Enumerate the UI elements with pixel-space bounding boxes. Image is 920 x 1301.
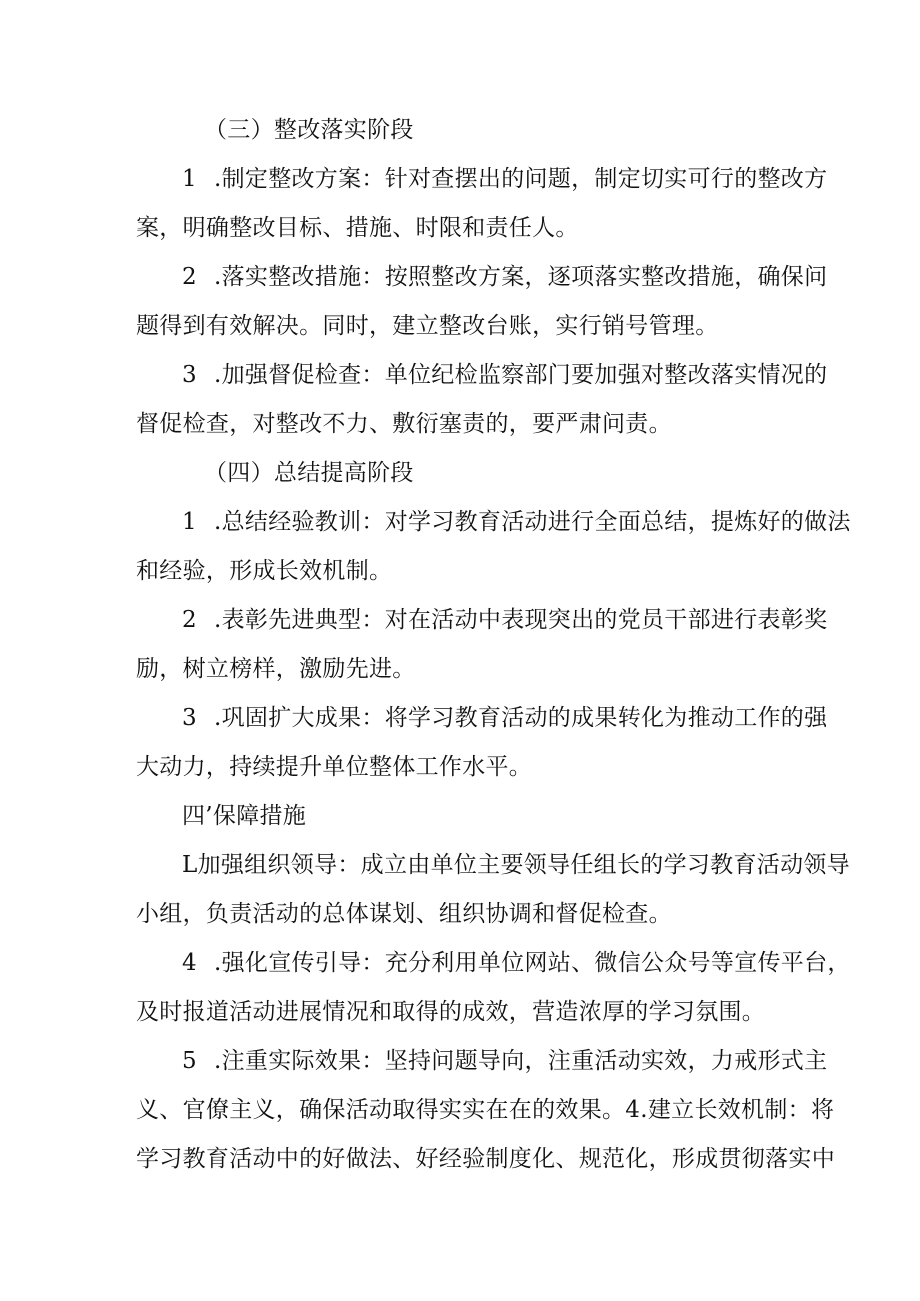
list-item-consolidate-results [182,703,827,733]
item-text: .表彰先进典型：对在活动中表现突出的党员干部进行表彰奖 [214,607,828,633]
item-text: 学习教育活动中的好做法、好经验制度化、规范化，形成贯彻落实中 [136,1146,835,1172]
part-heading-guarantee [182,801,306,831]
item-text: .强化宣传引导：充分利用单位网站、微信公众号等宣传平台， [214,950,851,976]
item-text: .总结经验教训：对学习教育活动进行全面总结，提炼好的做法 [214,509,851,535]
item-text: 及时报道活动进展情况和取得的成效，营造浓厚的学习氛围。 [136,999,766,1025]
part-heading-text: 四’保障措施 [182,803,307,829]
item-text: .落实整改措施：按照整改方案，逐项落实整改措施，确保问 [214,264,828,290]
item-text: .注重实际效果：坚持问题导向，注重活动实效，力戒形式主 [214,1048,828,1074]
list-item-consolidate-results-continued [136,752,532,782]
item-number: 1 [182,509,197,535]
list-item-organizational-leadership [182,850,850,880]
item-text: .巩固扩大成果：将学习教育活动的成果转化为推动工作的强 [214,705,828,731]
item-text: 督促检查，对整改不力、敷衍塞责的，要严肃问责。 [136,411,672,437]
item-text: .制定整改方案：针对查摆出的问题，制定切实可行的整改方 [214,166,828,192]
item-text: .加强督促检查：单位纪检监察部门要加强对整改落实情况的 [214,362,828,388]
item-number: 4 [182,950,197,976]
item-text: 案，明确整改目标、措施、时限和责任人。 [136,215,579,241]
item-number: 3 [182,705,197,731]
section-heading-text: （四）总结提高阶段 [204,460,414,486]
section-heading-text: （三）整改落实阶段 [204,117,414,143]
item-text: 题得到有效解决。同时，建立整改台账，实行销号管理。 [136,313,719,339]
list-item-publicity-continued [136,997,765,1027]
item-number: 3 [182,362,197,388]
section-heading-rectification [204,115,414,145]
list-item-long-term-mechanism [136,1144,835,1174]
list-item-summarize-experience [182,507,851,537]
list-item-rectification-measures-continued [136,311,719,341]
item-text: L加强组织领导：成立由单位主要领导任组长的学习教育活动领导 [182,852,850,878]
list-item-rectification-plan-continued [136,213,579,243]
list-item-organizational-leadership-continued [136,899,672,929]
item-text: 义、官僚主义，确保活动取得实实在在的效果。4.建立长效机制：将 [136,1097,835,1123]
section-heading-summary [204,458,414,488]
list-item-commend-advanced-continued [136,654,416,684]
item-number: 2 [182,264,197,290]
list-item-supervision [182,360,827,390]
item-number: 5 [182,1048,197,1074]
item-number: 1 [182,166,197,192]
item-number: 2 [182,607,197,633]
list-item-rectification-plan [182,164,827,194]
item-text: 大动力，持续提升单位整体工作水平。 [136,754,533,780]
list-item-practical-effect-continued [136,1095,834,1125]
list-item-publicity [182,948,851,978]
list-item-rectification-measures [182,262,827,292]
list-item-supervision-continued [136,409,672,439]
item-text: 励，树立榜样，激励先进。 [136,656,416,682]
list-item-practical-effect [182,1046,827,1076]
list-item-commend-advanced [182,605,827,635]
item-text: 小组，负责活动的总体谋划、组织协调和督促检查。 [136,901,672,927]
list-item-summarize-experience-continued [136,556,392,586]
item-text: 和经验，形成长效机制。 [136,558,393,584]
